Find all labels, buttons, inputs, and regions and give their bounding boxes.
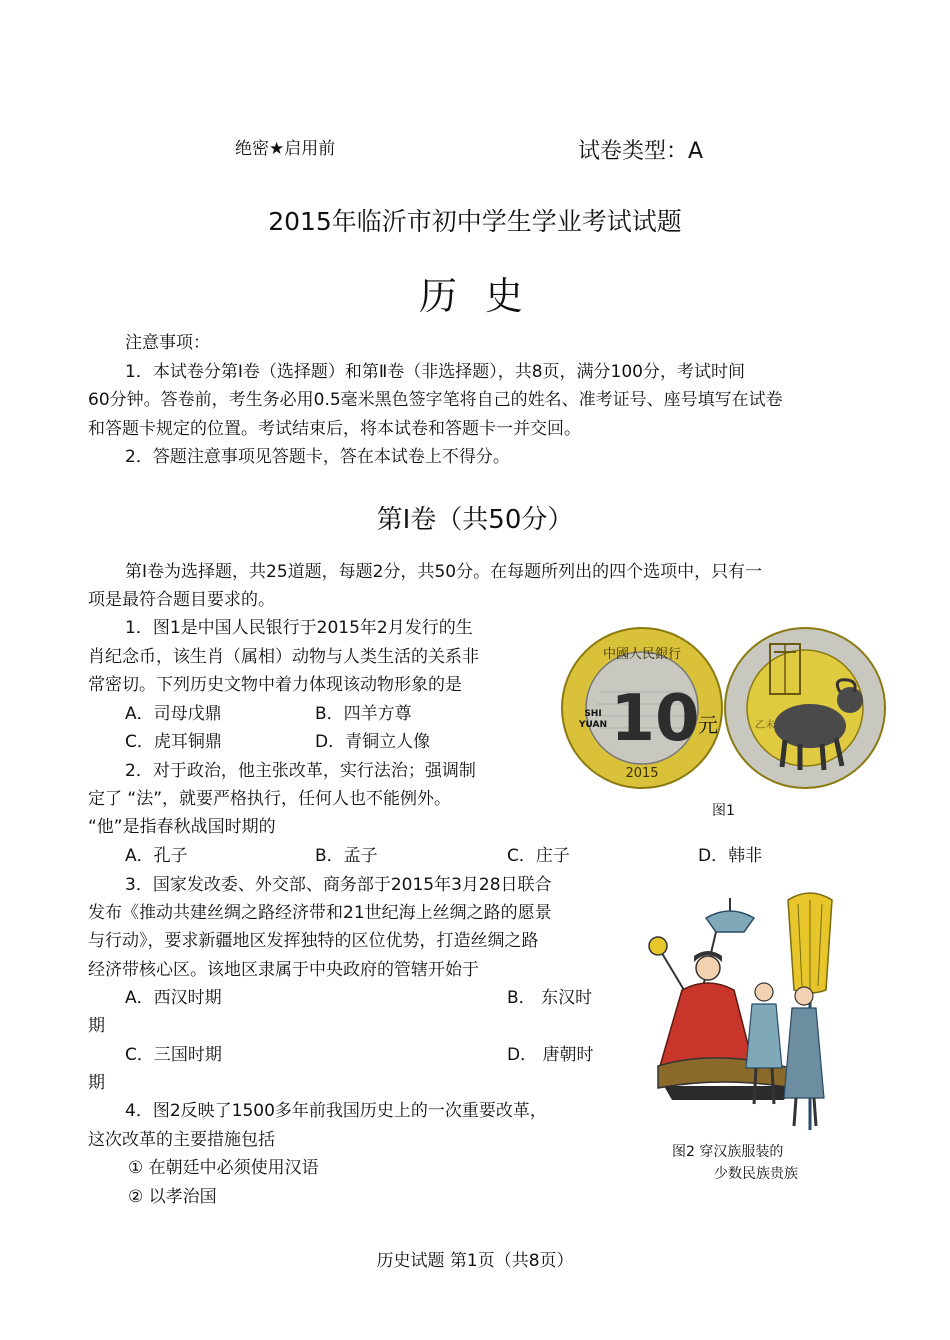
exam-title: 2015年临沂市初中学生学业考试试题 (268, 207, 682, 236)
figure-1-caption: 图1 (712, 803, 735, 819)
option-b: B．孟子 (315, 846, 378, 866)
option-d: D．青铜立人像 (315, 732, 431, 752)
coin-illustration (560, 622, 890, 794)
figure-1-coins (560, 622, 890, 794)
option-d: D． 唐朝时 (507, 1045, 594, 1065)
section-intro: 项是最符合题目要求的。 (88, 590, 275, 610)
option-d: D．韩非 (698, 846, 763, 866)
section-intro: 第Ⅰ卷为选择题，共25道题，每题2分，共50分。在每题所列出的四个选项中，只有一 (125, 562, 763, 582)
question-stem: 2．对于政治，他主张改革，实行法治；强调制 (125, 761, 476, 781)
question-stem: 4．图2反映了1500多年前我国历史上的一次重要改革， (125, 1101, 547, 1121)
figure-2-caption: 图2 穿汉族服装的 (672, 1144, 784, 1160)
attendant-figure (784, 987, 824, 1126)
question-stem: 这次改革的主要措施包括 (88, 1130, 275, 1150)
option-b: B．四羊方尊 (315, 704, 412, 724)
coin-front (562, 628, 722, 788)
question-stem: 经济带核心区。该地区隶属于中央政府的管辖开始于 (88, 960, 479, 980)
question-stem: 1．图1是中国人民银行于2015年2月发行的生 (125, 618, 473, 638)
subject-title: 历 史 (418, 274, 532, 318)
fan-icon (649, 937, 684, 990)
option-d-wrap: 期 (88, 1073, 105, 1093)
coin-top-text: 中國人民銀行 (602, 647, 682, 662)
notice-line: 2．答题注意事项见答题卡，答在本试卷上不得分。 (125, 447, 510, 467)
coin-value: 10 (610, 682, 700, 756)
coin-year: 2015 (625, 766, 659, 781)
question-stem: 3．国家发改委、外交部、商务部于2015年3月28日联合 (125, 875, 552, 895)
coin-back-text: 乙未 (755, 720, 775, 731)
question-stem: 发布《推动共建丝绸之路经济带和21世纪海上丝绸之路的愿景 (88, 903, 552, 923)
notice-heading: 注意事项： (125, 333, 210, 353)
question-stem: 常密切。下列历史文物中着力体现该动物形象的是 (88, 675, 462, 695)
page-footer: 历史试题 第1页（共8页） (376, 1251, 574, 1271)
paper-type: 试卷类型：A (578, 139, 704, 164)
secret-label: 绝密★启用前 (235, 139, 336, 159)
coin-back (725, 628, 885, 788)
option-c: C．虎耳铜鼎 (125, 732, 222, 752)
coin-unit: 元 (698, 713, 718, 737)
coin-left-text: SHI (584, 709, 602, 719)
notice-line: 60分钟。答卷前，考生务必用0.5毫米黑色签字笔将自己的姓名、准考证号、座号填写在试卷 (88, 390, 783, 410)
option-c: C．庄子 (507, 846, 570, 866)
coin-left-text: YUAN (578, 720, 608, 730)
noble-illustration (638, 890, 843, 1134)
answer-item: ① 在朝廷中必须使用汉语 (128, 1158, 319, 1178)
notice-line: 和答题卡规定的位置。考试结束后，将本试卷和答题卡一并交回。 (88, 419, 581, 439)
notice-line: 1．本试卷分第Ⅰ卷（选择题）和第Ⅱ卷（非选择题），共8页，满分100分，考试时间 (125, 362, 745, 382)
section-title: 第Ⅰ卷（共50分） (376, 505, 574, 535)
figure-2-illustration (638, 890, 843, 1134)
option-a: A．孔子 (125, 846, 188, 866)
option-b-wrap: 期 (88, 1016, 105, 1036)
question-stem: 与行动》，要求新疆地区发挥独特的区位优势，打造丝绸之路 (88, 931, 539, 951)
option-a: A．西汉时期 (125, 988, 222, 1008)
figure-2-caption: 少数民族贵族 (714, 1166, 798, 1182)
option-c: C．三国时期 (125, 1045, 222, 1065)
question-stem: 定了 “法”，就要严格执行，任何人也不能例外。 (88, 789, 452, 809)
option-a: A．司母戊鼎 (125, 704, 222, 724)
question-stem: “他”是指春秋战国时期的 (88, 817, 276, 837)
answer-item: ② 以孝治国 (128, 1187, 217, 1207)
option-b: B． 东汉时 (507, 988, 593, 1008)
question-stem: 肖纪念币，该生肖（属相）动物与人类生活的关系非 (88, 647, 479, 667)
